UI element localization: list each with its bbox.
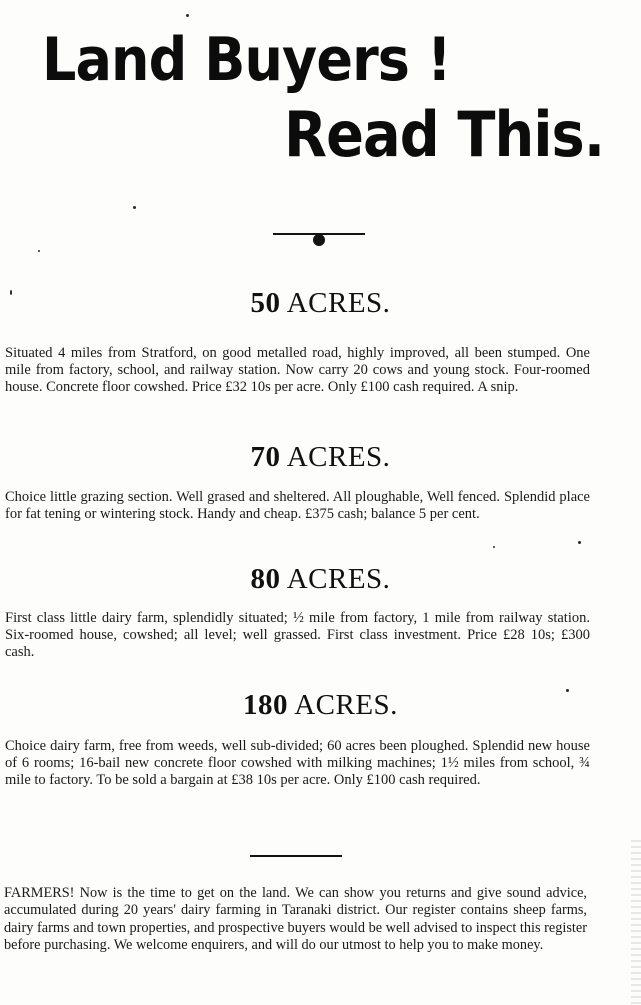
listing-80-unit: ACRES. <box>286 563 391 595</box>
ornament-divider <box>273 226 365 248</box>
print-speck <box>133 206 136 209</box>
listing-80-description: First class little dairy farm, splendidly situated; ½ mile from factory, 1 mile from railway station. Six-roomed house, cowshed; all level; well grassed. First class investment. Price £28 10s; £300 cash. <box>5 610 590 661</box>
headline-read-this: Read This. <box>284 98 605 171</box>
listing-70-acres: 70 <box>250 441 281 473</box>
listing-180-description: Choice dairy farm, free from weeds, well sub-divided; 60 acres been ploughed. Splendid new house of 6 rooms; 16-bail new concrete floor cowshed with milking machines; 1½ miles from school, ¾ mile to factory. To be sold a bargain at £38 10s per acre. Only £100 cash required. <box>5 738 590 789</box>
print-speck <box>186 14 189 17</box>
print-speck <box>493 546 495 548</box>
listing-50-acres: 50 <box>250 287 281 319</box>
listing-50-description: Situated 4 miles from Stratford, on good metalled road, highly improved, all been stumped. One mile from factory, school, and railway station. Now carry 20 cows and young stock. Four-roomed house. Concrete floor cowshed. Price £32 10s per acre. Only £100 cash required. A snip. <box>5 345 590 396</box>
headline-land-buyers: Land Buyers ! <box>42 25 451 95</box>
ornament-dot <box>313 234 325 246</box>
listing-70-description: Choice little grazing section. Well grased and sheltered. All ploughable, Well fenced. Splendid place for fat tening or wintering stock. Handy and cheap. £375 cash; balance 5 per cent. <box>5 489 590 523</box>
print-speck <box>566 689 569 692</box>
section-rule <box>250 855 342 857</box>
print-speck <box>10 290 12 295</box>
listing-70-title <box>0 441 641 474</box>
listing-180-unit: ACRES. <box>294 689 398 721</box>
listing-180-acres: 180 <box>243 689 289 721</box>
listing-80-title <box>0 563 641 596</box>
scan-edge-noise <box>631 840 641 1005</box>
farmers-notice: FARMERS! Now is the time to get on the land. We can show you returns and give sound advice, accumulated during 20 years' dairy farming in Taranaki district. Our register contains sheep farms, dairy farms and town properties, and prospective buyers would be well advised to inspect this register before purchasing. We welcome enquirers, and will do our utmost to help you to make money. <box>4 885 587 954</box>
listing-180-title <box>0 689 641 722</box>
listing-50-unit: ACRES. <box>286 287 391 319</box>
listing-70-unit: ACRES. <box>286 441 391 473</box>
print-speck <box>578 541 581 544</box>
print-speck <box>38 250 40 252</box>
listing-50-title <box>0 287 641 320</box>
listing-80-acres: 80 <box>250 563 281 595</box>
